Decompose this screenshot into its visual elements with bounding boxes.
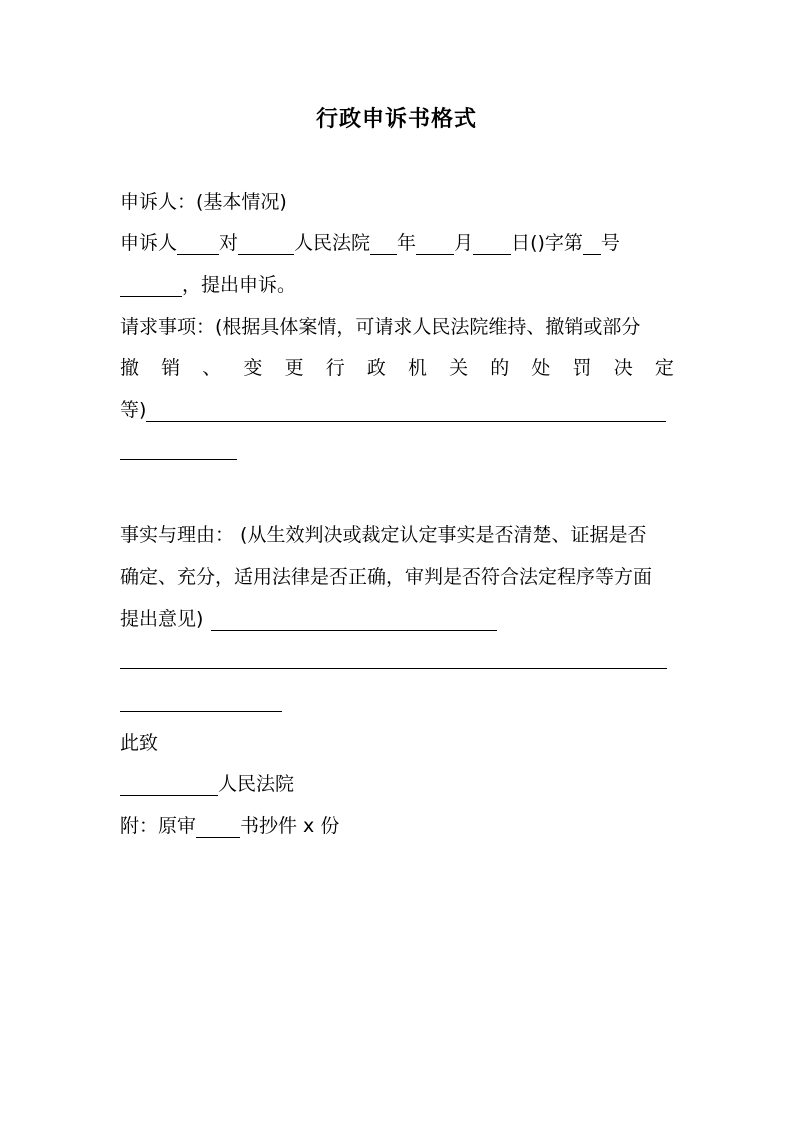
court-line <box>120 772 294 796</box>
submit-text: ，提出申诉。 <box>182 274 297 296</box>
appeal-submit-line <box>120 273 296 297</box>
attachment-blank[interactable] <box>196 817 240 838</box>
request-char: 罚 <box>572 357 592 379</box>
request-char: 处 <box>531 357 551 379</box>
facts-line-1 <box>120 523 646 547</box>
closing-text: 此致 <box>120 732 159 754</box>
request-char: 定 <box>654 357 674 379</box>
day-blank[interactable] <box>473 234 511 255</box>
request-text-3: 等) <box>120 399 147 421</box>
month-label: 月 <box>454 232 474 254</box>
request-char: 销 <box>161 357 181 379</box>
facts-text-2: 确定、充分，适用法律是否正确，审判是否符合法定程序等方面 <box>120 566 653 588</box>
case-number-blank[interactable] <box>583 234 601 255</box>
year-label: 年 <box>397 232 417 254</box>
month-blank[interactable] <box>416 234 454 255</box>
facts-blank-line-3[interactable] <box>120 711 282 712</box>
against-label: 对 <box>219 232 239 254</box>
attachment-text: 书抄件 x 份 <box>240 815 340 837</box>
appellant-name-blank[interactable] <box>177 234 219 255</box>
appellant-label: 申诉人 <box>120 232 178 254</box>
request-char: 变 <box>243 357 263 379</box>
appeal-subject-line <box>120 231 620 255</box>
request-char: 行 <box>325 357 345 379</box>
request-char: 关 <box>449 357 469 379</box>
against-party-blank[interactable] <box>238 234 294 255</box>
request-char: 的 <box>490 357 510 379</box>
facts-blank-line-2[interactable] <box>120 668 667 669</box>
request-char: 、 <box>202 357 222 379</box>
request-blank-continued[interactable] <box>120 459 237 460</box>
facts-text-1: 事实与理由： (从生效判决或裁定认定事实是否清楚、证据是否 <box>120 524 647 546</box>
facts-line-2 <box>120 565 652 589</box>
request-char: 机 <box>407 357 427 379</box>
court-name-blank[interactable] <box>120 775 218 796</box>
request-blank[interactable] <box>146 401 666 422</box>
attachment-line <box>120 814 339 838</box>
closing-line <box>120 731 158 755</box>
court-label: 人民法院 <box>294 232 371 254</box>
year-blank[interactable] <box>370 234 397 255</box>
facts-blank[interactable] <box>211 610 497 631</box>
request-line-1 <box>120 315 640 339</box>
facts-line-3 <box>120 607 497 631</box>
request-line-2 <box>120 356 674 380</box>
appellant-heading-text: 申诉人：(基本情况) <box>120 191 287 213</box>
judgment-blank[interactable] <box>120 276 182 297</box>
request-char: 政 <box>366 357 386 379</box>
appellant-heading <box>120 190 287 214</box>
court-text: 人民法院 <box>218 773 295 795</box>
case-number-label: 日()字第 <box>511 232 583 254</box>
document-title: 行政申诉书格式 <box>315 107 477 132</box>
request-char: 决 <box>613 357 633 379</box>
request-char: 更 <box>284 357 304 379</box>
number-label: 号 <box>600 232 620 254</box>
request-line-3 <box>120 398 666 422</box>
request-text-1: 请求事项：(根据具体案情，可请求人民法院维持、撤销或部分 <box>120 316 641 338</box>
request-char: 撤 <box>120 357 140 379</box>
attachment-label: 附：原审 <box>120 815 197 837</box>
facts-text-3: 提出意见) <box>120 608 204 630</box>
